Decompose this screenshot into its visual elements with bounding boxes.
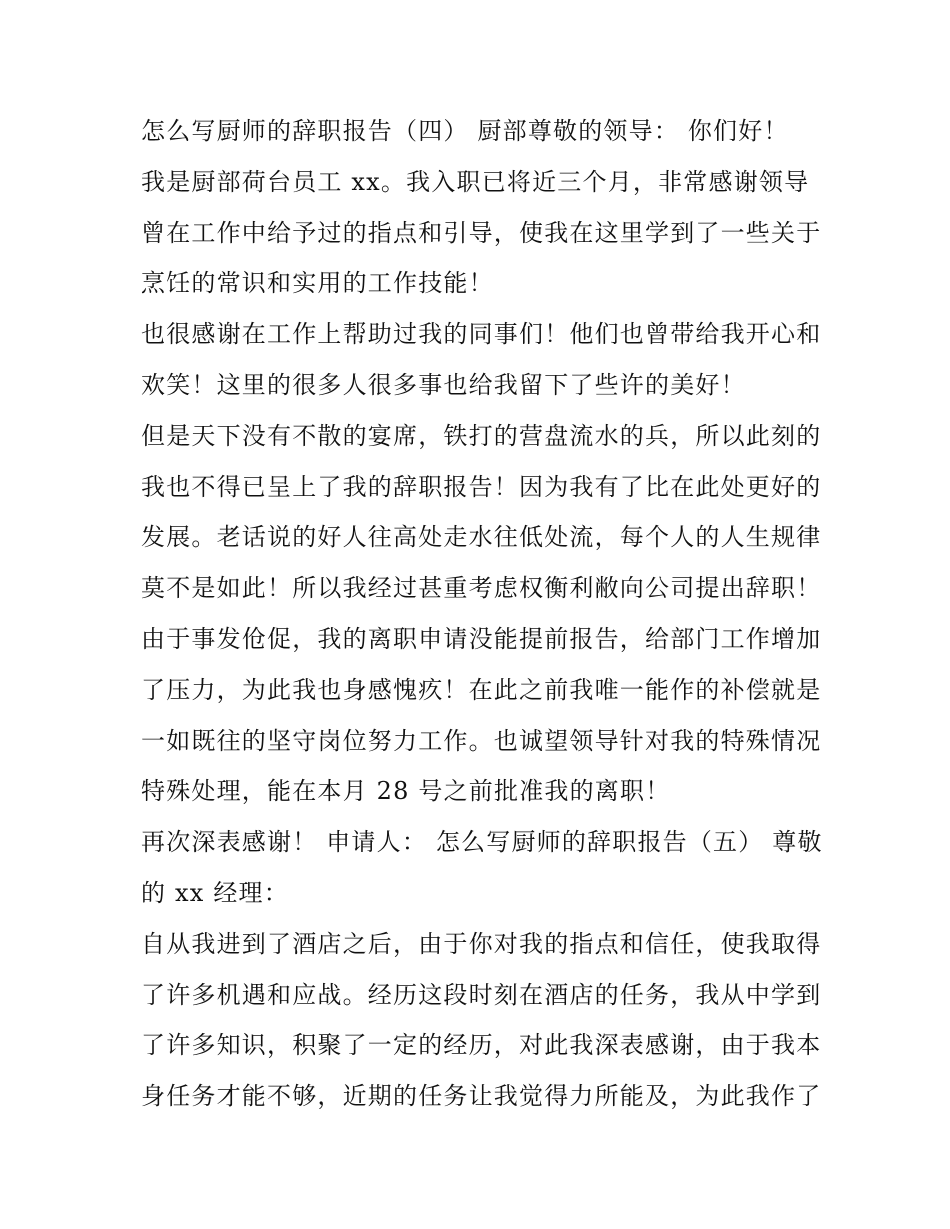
- text-line: 自从我进到了酒店之后，由于你对我的指点和信任，使我取得: [141, 929, 822, 958]
- text-line: 曾在工作中给予过的指点和引导，使我在这里学到了一些关于: [141, 218, 822, 247]
- text-line: 了压力，为此我也身感愧疚！在此之前我唯一能作的补偿就是: [141, 675, 822, 704]
- text-line: 由于事发伧促，我的离职申请没能提前报告，给部门工作增加: [141, 624, 822, 653]
- text-line: 发展。老话说的好人往高处走水往低处流，每个人的人生规律: [141, 523, 822, 552]
- text-line: 再次深表感谢！ 申请人： 怎么写厨师的辞职报告（五） 尊敬: [141, 828, 823, 857]
- text-line: 了许多机遇和应战。经历这段时刻在酒店的任务，我从中学到: [141, 980, 822, 1009]
- text-line: 一如既往的坚守岗位努力工作。也诚望领导针对我的特殊情况: [141, 726, 822, 755]
- text-line: 特殊处理，能在本月 28 号之前批准我的离职！: [141, 777, 671, 806]
- text-line: 了许多知识，积聚了一定的经历，对此我深表感谢，由于我本: [141, 1031, 822, 1060]
- document-body: [141, 106, 821, 1122]
- text-line: 莫不是如此！所以我经过甚重考虑权衡利敝向公司提出辞职！: [141, 574, 822, 603]
- text-line: 身任务才能不够，近期的任务让我觉得力所能及，为此我作了: [141, 1082, 822, 1111]
- text-line: 也很感谢在工作上帮助过我的同事们！他们也曾带给我开心和: [141, 320, 822, 349]
- text-line: 我是厨部荷台员工 xx。我入职已将近三个月，非常感谢领导: [141, 167, 810, 196]
- text-line: 的 xx 经理：: [141, 878, 289, 907]
- text-line: 我也不得已呈上了我的辞职报告！因为我有了比在此处更好的: [141, 472, 822, 501]
- text-line: 怎么写厨师的辞职报告（四） 厨部尊敬的领导： 你们好！: [141, 117, 789, 145]
- text-line: 但是天下没有不散的宴席，铁打的营盘流水的兵，所以此刻的: [141, 421, 822, 450]
- text-line: 欢笑！这里的很多人很多事也给我留下了些许的美好！: [141, 370, 746, 399]
- text-line: 烹饪的常识和实用的工作技能！: [141, 269, 494, 298]
